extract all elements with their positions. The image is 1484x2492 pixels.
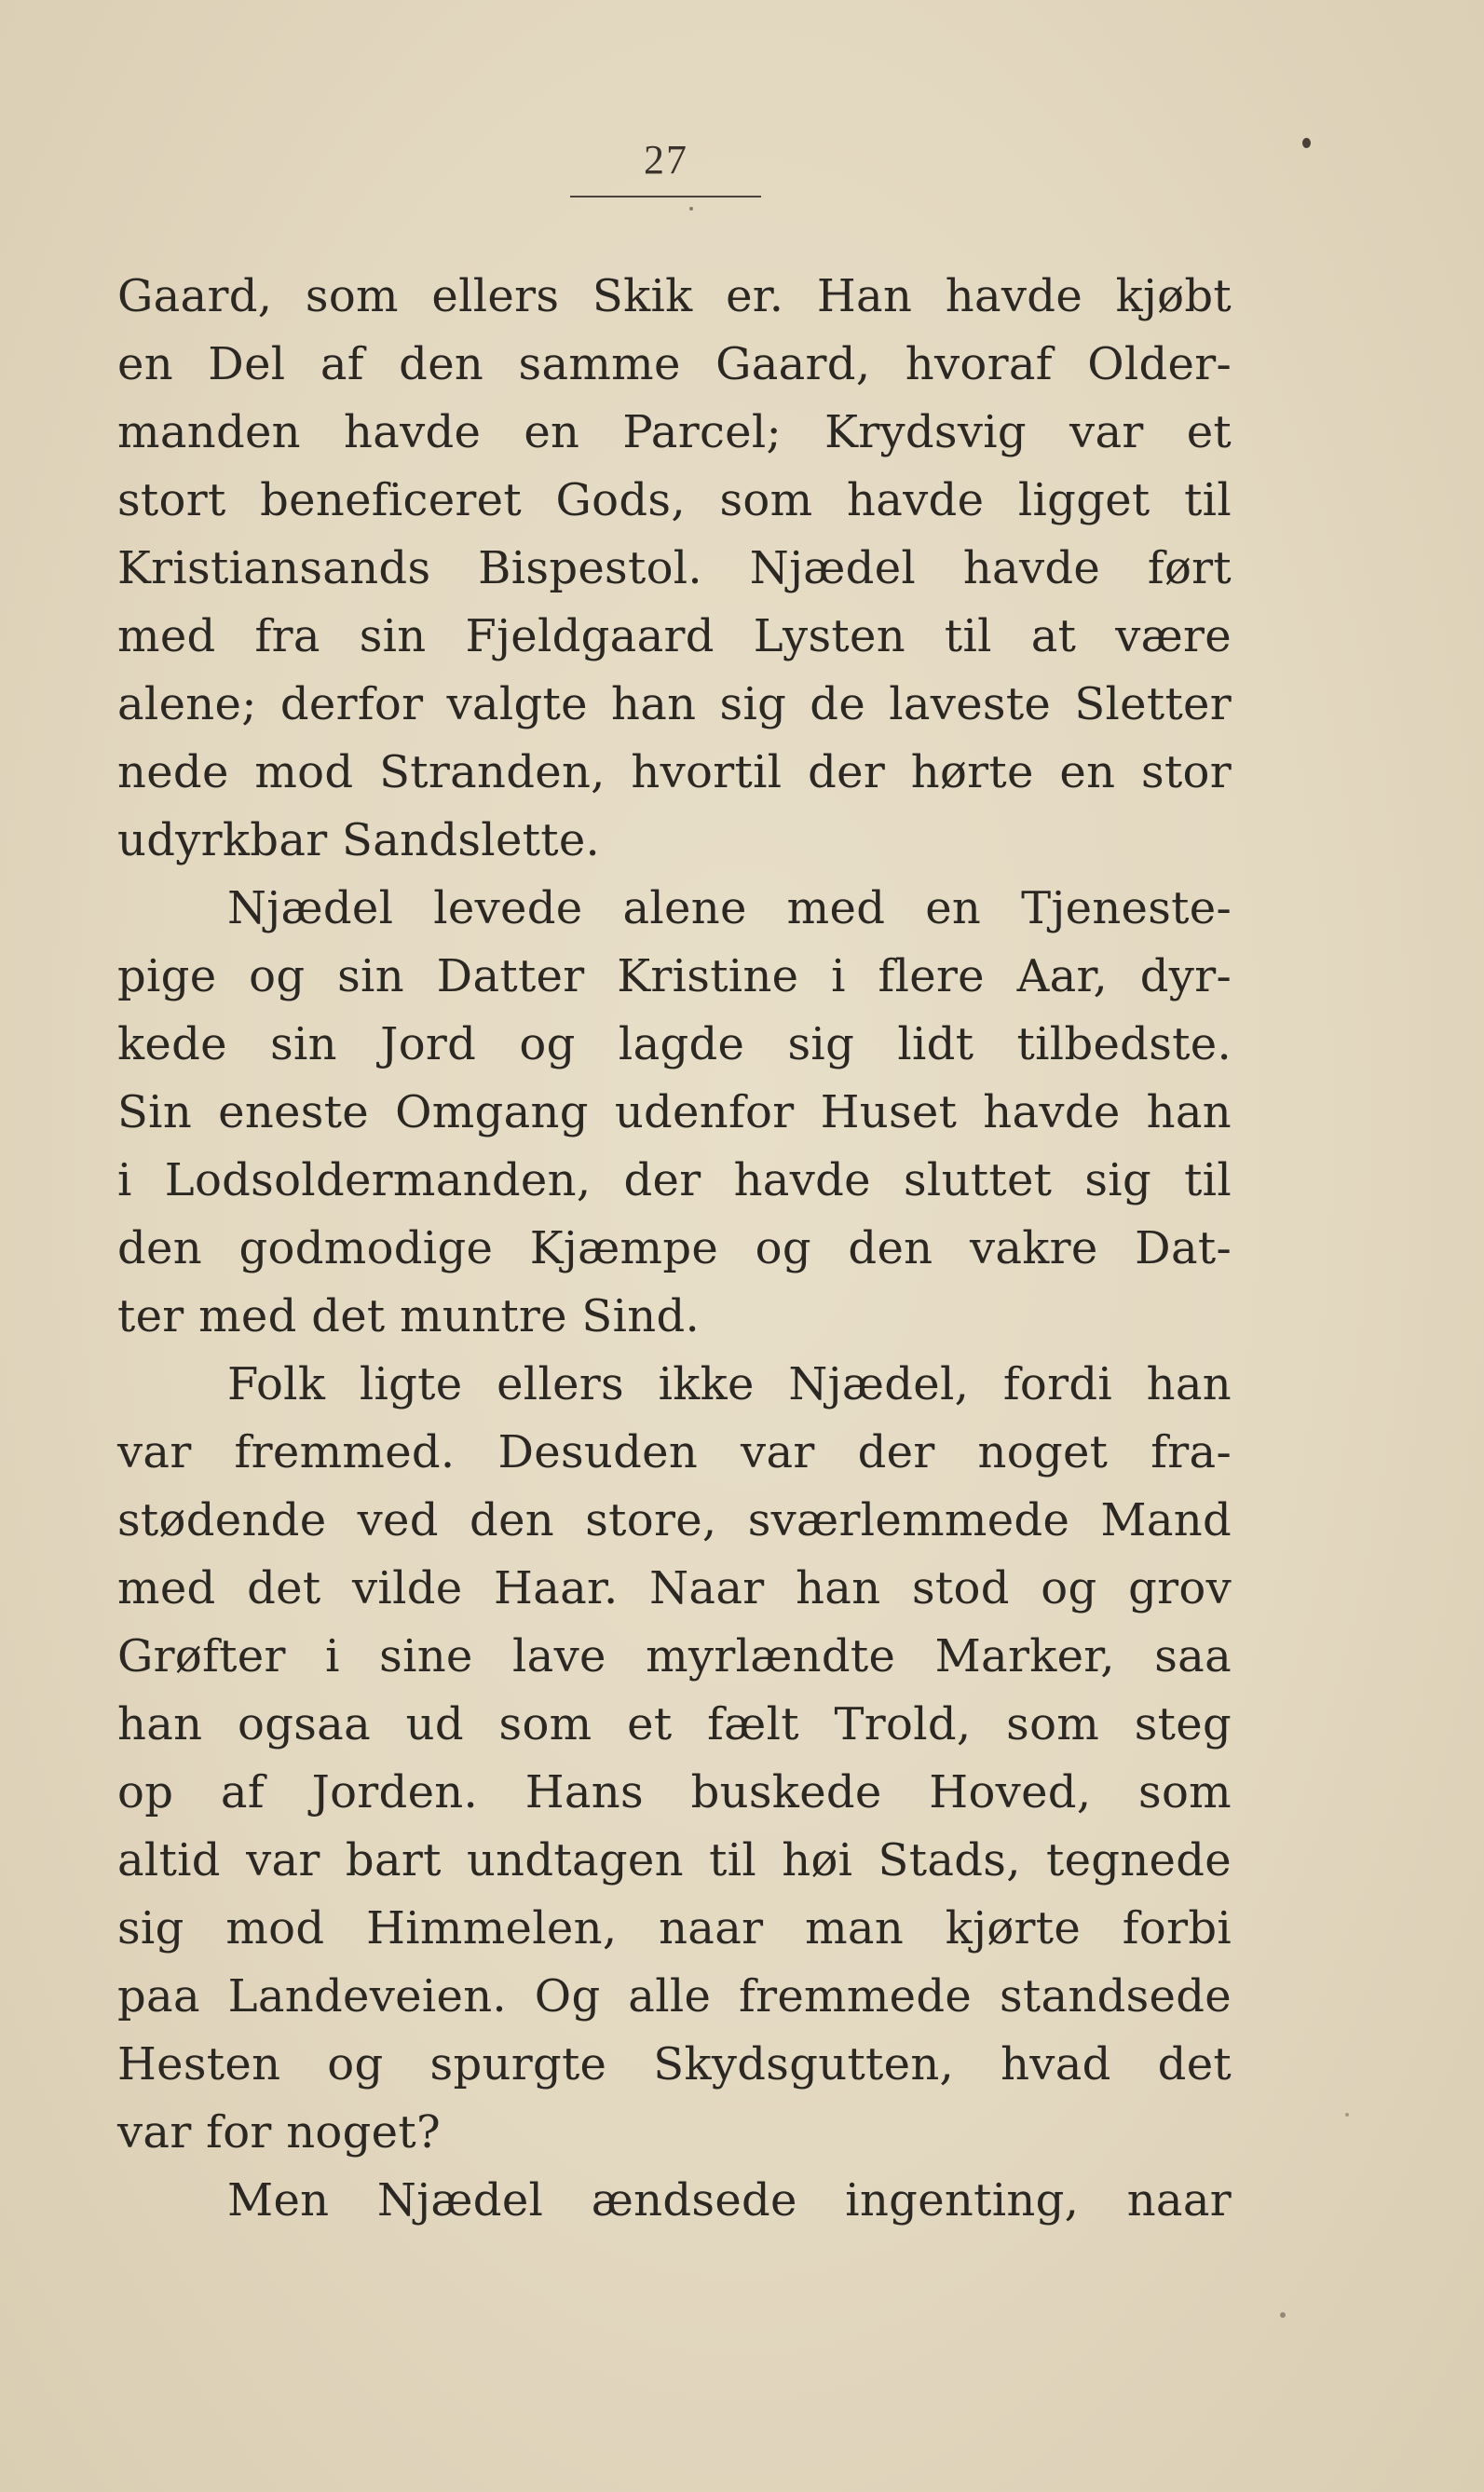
text-line: med det vilde Haar. Naar han stod og grov: [117, 1562, 1232, 1614]
page-header: [568, 137, 764, 183]
paper-speck: [689, 207, 693, 211]
paper-speck: [1302, 138, 1311, 148]
text-line: Grøfter i sine lave myrlændte Marker, saa: [117, 1630, 1232, 1682]
paper-speck: [1345, 2113, 1349, 2117]
text-line: Njædel levede alene med en Tjeneste-: [227, 882, 1232, 934]
text-line: pige og sin Datter Kristine i flere Aar, dyr-: [117, 950, 1232, 1002]
page-number: 27: [644, 137, 688, 183]
text-line: paa Landeveien. Og alle fremmede standsede: [117, 1970, 1232, 2022]
text-line: var fremmed. Desuden var der noget fra-: [117, 1426, 1232, 1478]
text-line: Folk ligte ellers ikke Njædel, fordi han: [227, 1358, 1232, 1410]
text-line: stort beneficeret Gods, som havde ligget til: [117, 474, 1232, 526]
text-line: Sin eneste Omgang udenfor Huset havde han: [117, 1086, 1232, 1138]
text-line: med fra sin Fjeldgaard Lysten til at være: [117, 610, 1232, 662]
text-line: ter med det muntre Sind.: [117, 1290, 701, 1342]
text-line: kede sin Jord og lagde sig lidt tilbedste.: [117, 1018, 1232, 1070]
text-line: han ogsaa ud som et fælt Trold, som steg: [117, 1698, 1232, 1750]
text-line: alene; derfor valgte han sig de laveste Sletter: [117, 678, 1232, 730]
text-line: Men Njædel ændsede ingenting, naar: [227, 2174, 1232, 2226]
text-line: Gaard, som ellers Skik er. Han havde kjøbt: [117, 270, 1232, 322]
text-line: altid var bart undtagen til høi Stads, tegnede: [117, 1834, 1232, 1886]
text-line: var for noget?: [117, 2106, 441, 2158]
text-line: nede mod Stranden, hvortil der hørte en stor: [117, 746, 1232, 798]
text-line: stødende ved den store, sværlemmede Mand: [117, 1494, 1232, 1546]
text-line: en Del af den samme Gaard, hvoraf Older-: [117, 338, 1232, 390]
text-line: udyrkbar Sandslette.: [117, 814, 601, 866]
text-line: i Lodsoldermanden, der havde sluttet sig til: [117, 1154, 1232, 1206]
text-line: Kristiansands Bispestol. Njædel havde ført: [117, 542, 1232, 594]
body-text: [117, 263, 1232, 2235]
text-line: Hesten og spurgte Skydsgutten, hvad det: [117, 2038, 1232, 2090]
paper-speck: [1280, 2312, 1286, 2318]
header-rule: [570, 196, 761, 197]
text-line: manden havde en Parcel; Krydsvig var et: [117, 406, 1232, 458]
text-line: op af Jorden. Hans buskede Hoved, som: [117, 1766, 1232, 1818]
text-line: den godmodige Kjæmpe og den vakre Dat-: [117, 1222, 1232, 1274]
text-line: sig mod Himmelen, naar man kjørte forbi: [117, 1902, 1232, 1954]
